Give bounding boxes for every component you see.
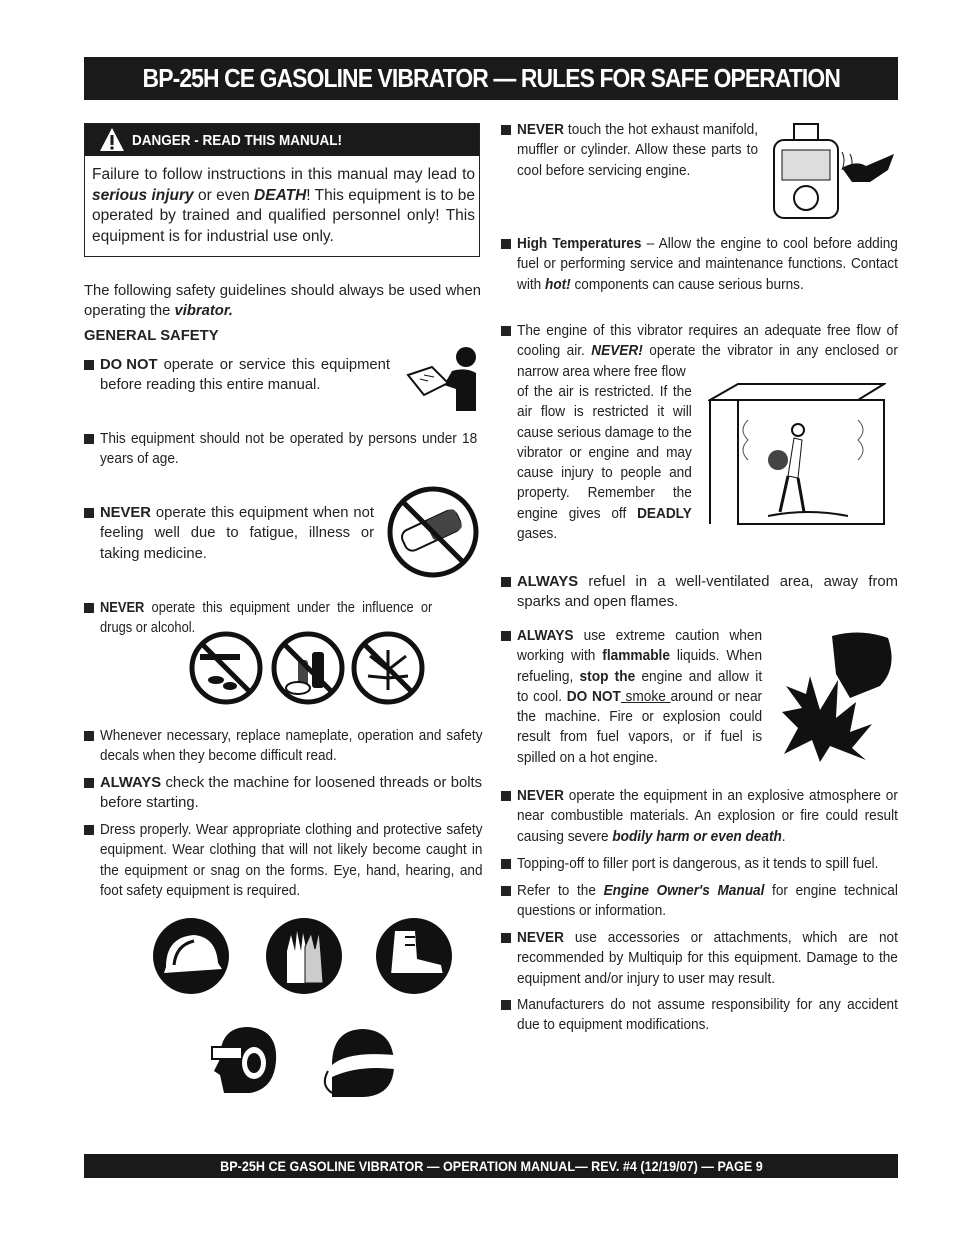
face-shield-icon <box>318 1025 396 1099</box>
gloves-icon <box>265 917 343 995</box>
eye-ear-protection-icon <box>210 1025 280 1095</box>
hard-hat-icon <box>152 917 230 995</box>
danger-heading: DANGER - READ THIS MANUAL! <box>132 132 342 149</box>
no-medicine-icon <box>386 485 480 579</box>
reading-manual-icon <box>404 345 484 411</box>
page-title: BP-25H CE GASOLINE VIBRATOR — RULES FOR SAFE OPERATION <box>84 57 898 100</box>
general-safety-heading: GENERAL SAFETY <box>84 328 219 344</box>
cooling-air-continued: of the air is restricted. If the air flow is restricted it will cause serious damage to the vibrator or engine and may cause injury to people and property. Remember the engine gives off DEADLY gases. <box>517 384 692 543</box>
page-footer: BP-25H CE GASOLINE VIBRATOR — OPERATION MANUAL— REV. #4 (12/19/07) — PAGE 9 <box>84 1154 898 1178</box>
warning-triangle-icon <box>99 127 125 152</box>
explosion-icon <box>780 628 898 762</box>
no-marijuana-icon <box>348 630 428 706</box>
danger-header <box>85 124 479 156</box>
danger-box <box>84 123 480 257</box>
enclosed-area-icon <box>708 380 886 528</box>
no-drugs-icon <box>186 630 266 706</box>
danger-text: Failure to follow instructions in this manual may lead to serious injury or even DEATH! This equipment is to be operated by trained and qualified personnel only! This equipment is for industrial use only. <box>92 166 475 245</box>
safety-boot-icon <box>375 917 453 995</box>
hot-engine-icon <box>766 120 898 222</box>
no-alcohol-icon <box>268 630 348 706</box>
intro-text: The following safety guidelines should always be used when operating the vibrator. <box>84 283 481 320</box>
